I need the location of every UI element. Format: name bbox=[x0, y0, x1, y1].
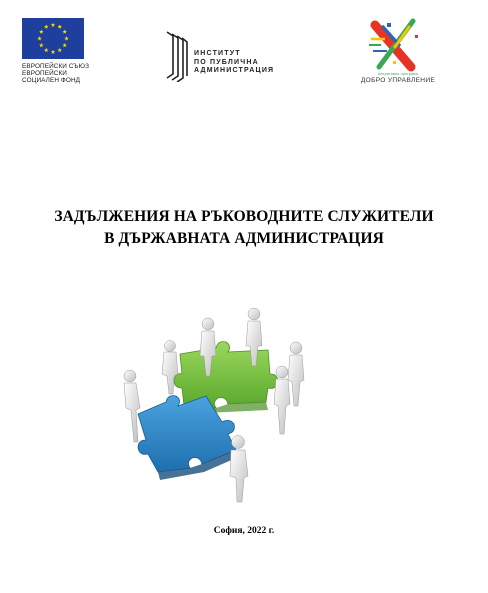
eu-logo bbox=[22, 18, 122, 84]
good-governance-text: ДОБРО УПРАВЛЕНИЕ bbox=[360, 77, 436, 84]
ipa-logo-text bbox=[194, 50, 274, 76]
ipa-logo-line-3: АДМИНИСТРАЦИЯ bbox=[194, 67, 275, 74]
place-date: София, 2022 г. bbox=[213, 526, 275, 536]
ipa-logo-line-2: ПО ПУБЛИЧНА bbox=[194, 58, 259, 66]
good-governance-logo bbox=[353, 17, 443, 87]
ipa-logo-line-1: ИНСТИТУТ bbox=[194, 50, 241, 57]
eu-logo-line-3: СОЦИАЛЕН ФОНД bbox=[22, 77, 81, 84]
good-governance-x-icon bbox=[365, 17, 425, 73]
ipa-pages-icon bbox=[165, 30, 189, 82]
ipa-logo bbox=[165, 30, 295, 82]
eu-logo-text bbox=[22, 63, 122, 84]
document-title bbox=[0, 206, 488, 250]
puzzle-teamwork-illustration bbox=[118, 304, 318, 504]
eu-logo-line-2: ЕВРОПЕЙСКИ bbox=[22, 70, 67, 77]
good-governance-small-text: оперативна програма bbox=[378, 72, 418, 76]
eu-logo-line-1: ЕВРОПЕЙСКИ СЪЮЗ bbox=[22, 63, 90, 70]
document-title-line-2: В ДЪРЖАВНАТА АДМИНИСТРАЦИЯ bbox=[104, 230, 384, 247]
eu-flag-icon bbox=[22, 18, 84, 59]
document-title-line-1: ЗАДЪЛЖЕНИЯ НА РЪКОВОДНИТЕ СЛУЖИТЕЛИ bbox=[54, 208, 434, 225]
